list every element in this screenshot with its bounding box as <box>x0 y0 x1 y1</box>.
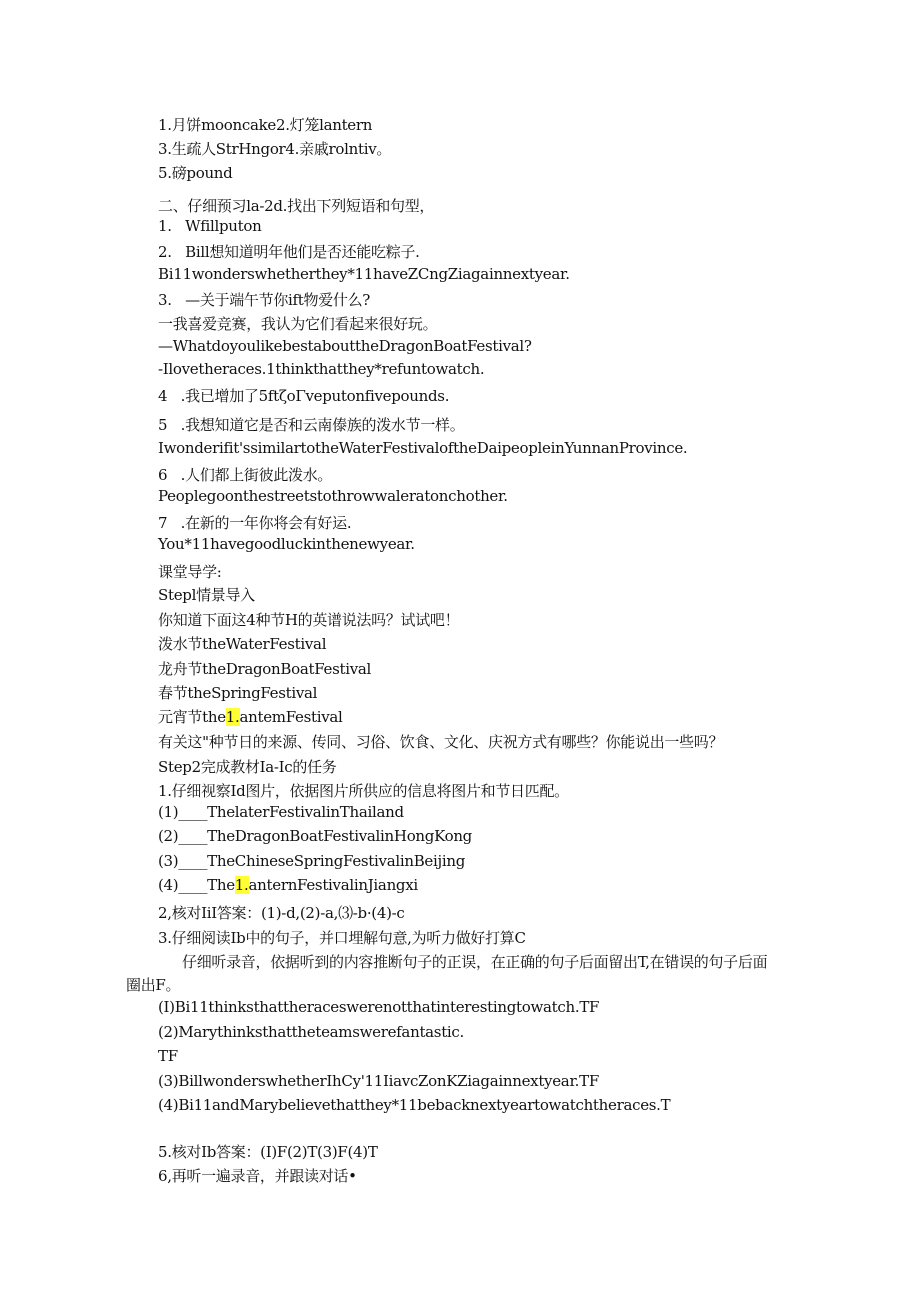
phrase-item-5-cn: 5 .我想知道它是否和云南傣族的泼水节一样。 <box>158 416 465 434</box>
step2-heading: Step2完成教材Ia-Ic的任务 <box>158 758 337 776</box>
festival-water: 泼水节theWaterFestival <box>158 635 327 653</box>
vocab-line-3: 5.磅pound <box>158 164 233 182</box>
festival-dragon-boat: 龙舟节theDragonBoatFestival <box>158 660 372 678</box>
festival-question: 有关这"种节日的来源、传同、习俗、饮食、文化、庆祝方式有哪些？你能说出一些吗？ <box>158 733 724 751</box>
phrase-item-6-cn: 6 .人们都上街彼此泼水。 <box>158 466 333 484</box>
phrase-item-7-cn: 7 .在新的一年你将会有好运. <box>158 514 352 532</box>
vocab-line-1: 1.月饼mooncake2.灯笼lantern <box>158 116 373 134</box>
step1-heading: Stepl情景导入 <box>158 586 255 604</box>
festival-spring: 春节theSpringFestival <box>158 684 318 702</box>
match-item-1: (1)____ThelaterFestivalinThailand <box>158 803 404 821</box>
match-item-4-suffix: anternFestivalinJiangxi <box>248 876 418 894</box>
vocab-line-2: 3.生疏人StrHngor4.亲戚rolntiv。 <box>158 140 392 158</box>
phrase-item-2-en: Bi11wonderswhetherthey*11haveZCngZiagainnextyear. <box>158 265 570 283</box>
answer-check-1b: 5.核对Ib答案：(I)F(2)T(3)F(4)T <box>158 1143 378 1161</box>
phrase-item-3-en-answer: -Ilovetheraces.1thinkthatthey*refuntowatch. <box>158 360 485 378</box>
festival-lantern <box>158 706 343 728</box>
highlighted-text: 1. <box>225 708 240 726</box>
highlighted-text: 1. <box>234 876 249 894</box>
section-heading-preview: 二、仔细预习la-2d.找出下列短语和句型， <box>158 197 435 215</box>
step1-question: 你知道下面这4种节H的英谱说法吗？试试吧！ <box>158 611 460 629</box>
tf-item-2-options: TF <box>158 1047 178 1065</box>
task-3-instruction: 3.仔细阅读Ib中的句子，并口埋解句意,为听力做好打算C <box>158 929 526 947</box>
tf-item-3: (3)BillwonderswhetherIhCy'11IiavcZonKZiagainnextyear.TF <box>158 1072 599 1090</box>
phrase-item-2-cn: 2. Bill想知道明年他们是否还能吃粽子. <box>158 243 420 261</box>
task-4-instruction: 仔细听录音，依据听到的内容推断句子的正误，在正确的句子后面留出T,在错误的句子后面 <box>182 953 768 971</box>
tf-item-4: (4)Bi11andMarybelievethatthey*11bebacknextyeartowatchtheraces.T <box>158 1096 671 1114</box>
match-item-4 <box>158 874 418 896</box>
task-1-instruction: 1.仔细视察Id图片，依据图片所供应的信息将图片和节日匹配。 <box>158 782 569 800</box>
phrase-item-1: 1. Wfillputon <box>158 217 262 235</box>
phrase-item-5-en: Iwonderifit'ssimilartotheWaterFestivaloftheDaipeopleinYunnanProvince. <box>158 439 688 457</box>
phrase-item-3-cn-answer: 一我喜爱竞赛，我认为它们看起来很好玩。 <box>158 315 438 333</box>
classroom-heading: 课堂导学: <box>158 563 222 581</box>
phrase-item-4: 4 .我已增加了5ftζoΓveputonfivepounds. <box>158 387 450 405</box>
phrase-item-7-en: You*11havegoodluckinthenewyear. <box>158 535 415 553</box>
tf-item-2: (2)Marythinksthattheteamswerefantastic. <box>158 1023 465 1041</box>
match-item-3: (3)____TheChineseSpringFestivalinBeijing <box>158 852 466 870</box>
phrase-item-6-en: Peoplegoonthestreetstothrowwaleratonchother. <box>158 487 508 505</box>
tf-item-1: (I)Bi11thinksthattheraceswerenotthatinterestingtowatch.TF <box>158 998 600 1016</box>
festival-lantern-prefix: 元宵节the <box>158 708 226 726</box>
listen-again: 6,再听一遍录音，并跟读对话• <box>158 1167 357 1185</box>
festival-lantern-suffix: antemFestival <box>239 708 343 726</box>
task-4-instruction-cont: 圈出F。 <box>126 976 181 994</box>
phrase-item-3-en-question: —WhatdoyoulikebestabouttheDragonBoatFestival? <box>158 337 532 355</box>
match-item-2: (2)____TheDragonBoatFestivalinHongKong <box>158 827 472 845</box>
phrase-item-3-cn: 3. —关于端午节你ift物爱什么? <box>158 291 371 309</box>
answer-check-1: 2,核对IiI答案：(1)-d,(2)-a,⑶-b·(4)-c <box>158 904 405 922</box>
match-item-4-prefix: (4)____The <box>158 876 235 894</box>
